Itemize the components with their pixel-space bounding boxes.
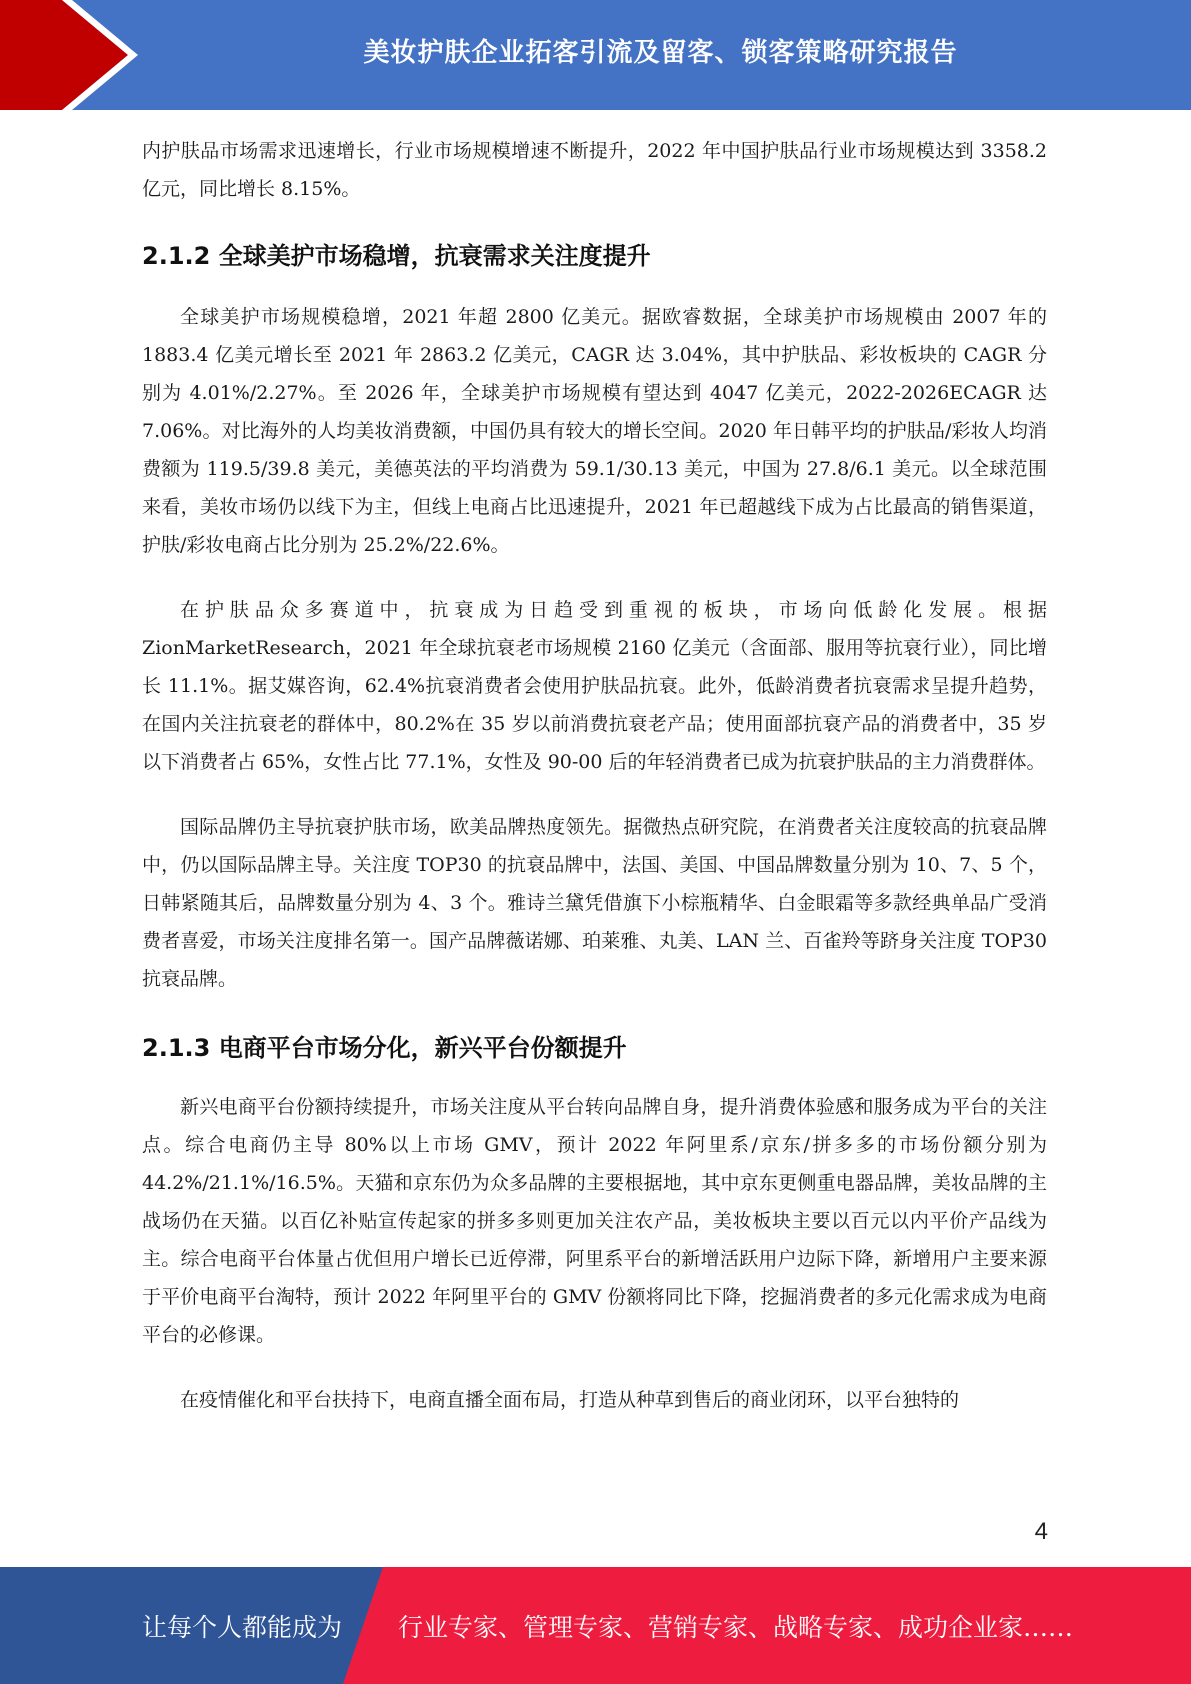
paragraph: 在疫情催化和平台扶持下，电商直播全面布局，打造从种草到售后的商业闭环，以平台独特的 — [180, 1389, 960, 1411]
page-footer — [0, 1567, 1191, 1684]
paragraph: 国际品牌仍主导抗衰护肤市场，欧美品牌热度领先。据微热点研究院，在消费者关注度较高的抗衰品牌中，仍以国际品牌主导。关注度 TOP30 的抗衰品牌中，法国、美国、中国品牌数量分别为 10、7、5 个，日韩紧随其后，品牌数量分别为 4、3 个。雅诗兰黛凭借旗下小棕瓶精华、白金眼霜等多款经典单品广受消费者喜爱，市场关注度排名第一。国产品牌薇诺娜、珀莱雅、丸美、LAN 兰、百雀羚等跻身关注度 TOP30 抗衰品牌。 — [142, 816, 1047, 990]
header-arrow-decoration — [0, 0, 150, 110]
paragraph: 新兴电商平台份额持续提升，市场关注度从平台转向品牌自身，提升消费体验感和服务成为平台的关注点。综合电商仍主导 80%以上市场 GMV，预计 2022 年阿里系/京东/拼多多的市场份额分别为 44.2%/21.1%/16.5%。天猫和京东仍为众多品牌的主要根据地，其中京东更侧重电器品牌，美妆品牌的主战场仍在天猫。以百亿补贴宣传起家的拼多多则更加关注农产品，美妆板块主要以百元以内平价产品线为主。综合电商平台体量占优但用户增长已近停滞，阿里系平台的新增活跃用户边际下降，新增用户主要来源于平价电商平台淘特，预计 2022 年阿里平台的 GMV 份额将同比下降，挖掘消费者的多元化需求成为电商平台的必修课。 — [142, 1096, 1047, 1346]
footer-slogan: 让每个人都能成为 — [142, 1612, 343, 1642]
report-title: 美妆护肤企业拓客引流及留客、锁客策略研究报告 — [363, 37, 958, 68]
paragraph: 全球美护市场规模稳增，2021 年超 2800 亿美元。据欧睿数据，全球美护市场规模由 2007 年的 1883.4 亿美元增长至 2021 年 2863.2 亿美元，CAGR 达 3.04%，其中护肤品、彩妆板块的 CAGR 分别为 4.01%/2.27%。至 2026 年，全球美护市场规模有望达到 4047 亿美元，2022-2026ECAGR 达 7.06%。对比海外的人均美妆消费额，中国仍具有较大的增长空间。2020 年日韩平均的护肤品/彩妆人均消费额为 119.5/39.8 美元，美德英法的平均消费为 59.1/30.13 美元，中国为 27.8/6.1 美元。以全球范围来看，美妆市场仍以线下为主，但线上电商占比迅速提升，2021 年已超越线下成为占比最高的销售渠道，护肤/彩妆电商占比分别为 25.2%/22.6%。 — [142, 306, 1047, 556]
section-heading-2-1-2: 2.1.2 全球美护市场稳增，抗衰需求关注度提升 — [142, 242, 651, 270]
footer-roles: 行业专家、管理专家、营销专家、战略专家、成功企业家…… — [398, 1612, 1074, 1642]
page-header — [0, 0, 1191, 110]
section-heading-2-1-3: 2.1.3 电商平台市场分化，新兴平台份额提升 — [142, 1034, 627, 1062]
paragraph: 在护肤品众多赛道中，抗衰成为日趋受到重视的板块，市场向低龄化发展。根据 ZionMarketResearch，2021 年全球抗衰老市场规模 2160 亿美元（含面部、服用等抗衰行业），同比增长 11.1%。据艾媒咨询，62.4%抗衰消费者会使用护肤品抗衰。此外，低龄消费者抗衰需求呈提升趋势，在国内关注抗衰老的群体中，80.2%在 35 岁以前消费抗衰老产品；使用面部抗衰产品的消费者中，35 岁以下消费者占 65%，女性占比 77.1%，女性及 90-00 后的年轻消费者已成为抗衰护肤品的主力消费群体。 — [142, 599, 1047, 773]
document-body — [142, 132, 1047, 1419]
intro-paragraph: 内护肤品市场需求迅速增长，行业市场规模增速不断提升，2022 年中国护肤品行业市场规模达到 3358.2 亿元，同比增长 8.15%。 — [142, 140, 1047, 200]
page-number: 4 — [1034, 1518, 1048, 1545]
